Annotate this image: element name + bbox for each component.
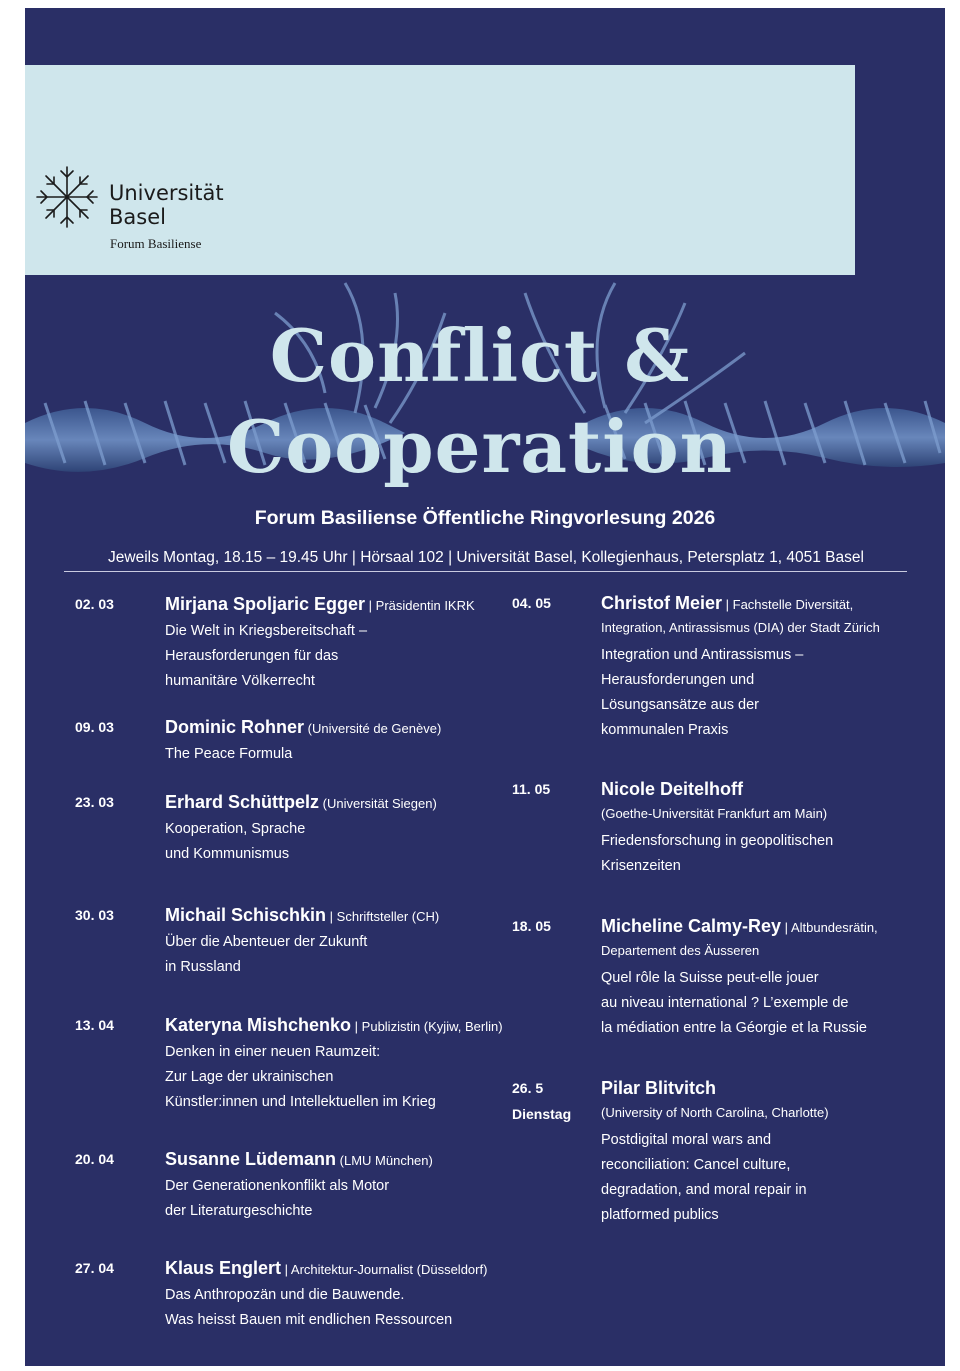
lecture-title-line: Herausforderungen und [601,672,755,688]
lecture-title-line: Lösungsansätze aus der [601,697,759,713]
lecture-title-line: kommunalen Praxis [601,722,729,738]
lecture-title-line: Quel rôle la Suisse peut-elle jouer [601,970,819,986]
lecture-date [512,1080,571,1122]
lecture-title-line: degradation, and moral repair in [601,1182,807,1198]
lecture-title-line: Postdigital moral wars and [601,1132,772,1148]
lecture-date [75,1017,114,1033]
lecture-date [512,595,551,611]
title-line-1: Conflict & [269,313,691,398]
lecture-date [75,1260,114,1276]
lecture-title-line: Integration und Antirassismus – [601,647,804,663]
lecture-title [165,1283,487,1333]
subtitle: Forum Basiliense Öffentliche Ringvorlesung 2026 [254,507,716,529]
lecture-entry [165,792,437,867]
lecture-entry [165,717,441,767]
lecture-entry [165,905,439,980]
lecture-title-line: Zur Lage der ukrainischen [165,1069,334,1085]
title-line-2: Cooperation [226,404,734,489]
speaker-affiliation: | Fachstelle Diversität, [722,597,854,612]
forum-name: Forum Basiliense [110,236,202,251]
date-text: 23. 03 [75,794,114,810]
lecture-title-line: Der Generationenkonflikt als Motor [165,1178,390,1194]
lecture-title [165,742,441,767]
date-text: 11. 05 [512,781,551,797]
date-text: 27. 04 [75,1260,114,1276]
date-text: 26. 5 [512,1080,544,1096]
lecture-title [165,817,437,867]
date-text: 18. 05 [512,918,551,934]
lecture-date [75,794,114,810]
speaker-name: Klaus Englert [165,1258,282,1278]
speaker-name: Mirjana Spoljaric Egger [165,594,366,614]
speaker-affiliation: | Präsidentin IKRK [365,598,475,613]
lecture-date [75,1151,114,1167]
speaker-line [601,779,833,801]
lecture-entry [165,594,475,694]
lecture-title-line: Herausforderungen für das [165,648,339,664]
speaker-name: Dominic Rohner [165,717,305,737]
speaker-line [165,1015,503,1037]
lecture-title-line: und Kommunismus [165,846,290,862]
lecture-title [165,1174,433,1224]
speaker-affiliation: (Université de Genève) [304,721,442,736]
lecture-entry [165,1149,433,1224]
speaker-line [165,717,441,739]
speaker-name: Nicole Deitelhoff [601,779,744,799]
lecture-entry [165,1015,503,1115]
lecture-title-line: humanitäre Völkerrecht [165,673,315,689]
venue-line: Jeweils Montag, 18.15 – 19.45 Uhr | Hörsaal 102 | Universität Basel, Kollegienhaus, Petersplatz 1, 4051 Basel [108,549,864,566]
lecture-title [601,643,880,743]
speaker-name: Michail Schischkin [165,905,327,925]
speaker-affiliation-line: (Goethe-Universität Frankfurt am Main) [601,806,828,821]
speaker-line [601,593,880,615]
lecture-title-line: au niveau international ? L’exemple de [601,995,849,1011]
lecture-title-line: Das Anthropozän und die Bauwende. [165,1287,405,1303]
speaker-name: Erhard Schüttpelz [165,792,320,812]
weekday-text: Dienstag [512,1106,572,1122]
date-text: 09. 03 [75,719,114,735]
lecture-title [165,930,439,980]
date-text: 04. 05 [512,595,551,611]
lecture-title-line: Friedensforschung in geopolitischen [601,833,834,849]
lecture-title-line: Kooperation, Sprache [165,821,306,837]
speaker-line [165,905,439,927]
lecture-title-line: Künstler:innen und Intellektuellen im Krieg [165,1094,436,1110]
speaker-name: Micheline Calmy-Rey [601,916,782,936]
lecture-title-line: Die Welt in Kriegsbereitschaft – [165,623,368,639]
lecture-title-line: in Russland [165,959,241,975]
date-text: 20. 04 [75,1151,114,1167]
lecture-title-line: reconciliation: Cancel culture, [601,1157,791,1173]
lecture-entry [601,916,878,1041]
university-logo-icon [35,165,99,229]
lecture-title [601,829,833,879]
lecture-title-line: der Literaturgeschichte [165,1203,313,1219]
lecture-entry [601,779,833,879]
lecture-date [512,918,551,934]
speaker-name: Christof Meier [601,593,723,613]
speaker-name: Kateryna Mishchenko [165,1015,352,1035]
speaker-line [165,1258,487,1280]
speaker-affiliation-line: Departement des Äusseren [601,943,760,958]
lecture-title-line: platformed publics [601,1207,719,1223]
speaker-affiliation: | Schriftsteller (CH) [326,909,440,924]
divider [64,571,907,572]
speaker-line [165,1149,433,1171]
lecture-entry [165,1258,487,1333]
poster [25,8,945,1366]
speaker-line [601,916,878,938]
university-name: Universität Basel [109,181,224,229]
speaker-affiliation-line: (University of North Carolina, Charlotte) [601,1105,829,1120]
lecture-date [75,596,114,612]
date-text: 02. 03 [75,596,114,612]
speaker-affiliation: | Publizistin (Kyjiw, Berlin) [351,1019,503,1034]
lecture-title-line: Über die Abenteuer der Zukunft [165,934,368,950]
speaker-affiliation: (Universität Siegen) [319,796,437,811]
lecture-entry [601,593,880,743]
speaker-line [165,594,475,616]
speaker-name: Pilar Blitvitch [601,1078,717,1098]
header-logo-panel [25,65,855,275]
lecture-title [165,1040,503,1115]
lecture-title [601,1128,829,1228]
lecture-date [512,781,550,797]
lecture-date [75,719,114,735]
speaker-line [165,792,437,814]
speaker-affiliation: (LMU München) [336,1153,433,1168]
speaker-line [601,1078,829,1100]
lecture-entry [601,1078,829,1228]
date-text: 30. 03 [75,907,114,923]
lecture-title-line: The Peace Formula [165,746,293,762]
speaker-affiliation: | Architektur-Journalist (Düsseldorf) [281,1262,488,1277]
lecture-title-line: Was heisst Bauen mit endlichen Ressourcen [165,1312,453,1328]
lecture-title-line: Krisenzeiten [601,858,681,874]
lecture-date [75,907,114,923]
lecture-title [165,619,475,694]
lecture-title [601,966,878,1041]
speaker-affiliation: | Altbundesrätin, [781,920,878,935]
date-text: 13. 04 [75,1017,114,1033]
lecture-title-line: Denken in einer neuen Raumzeit: [165,1044,381,1060]
speaker-affiliation-line: Integration, Antirassismus (DIA) der Stadt Zürich [601,620,880,635]
lecture-title-line: la médiation entre la Géorgie et la Russie [601,1020,867,1036]
speaker-name: Susanne Lüdemann [165,1149,337,1169]
